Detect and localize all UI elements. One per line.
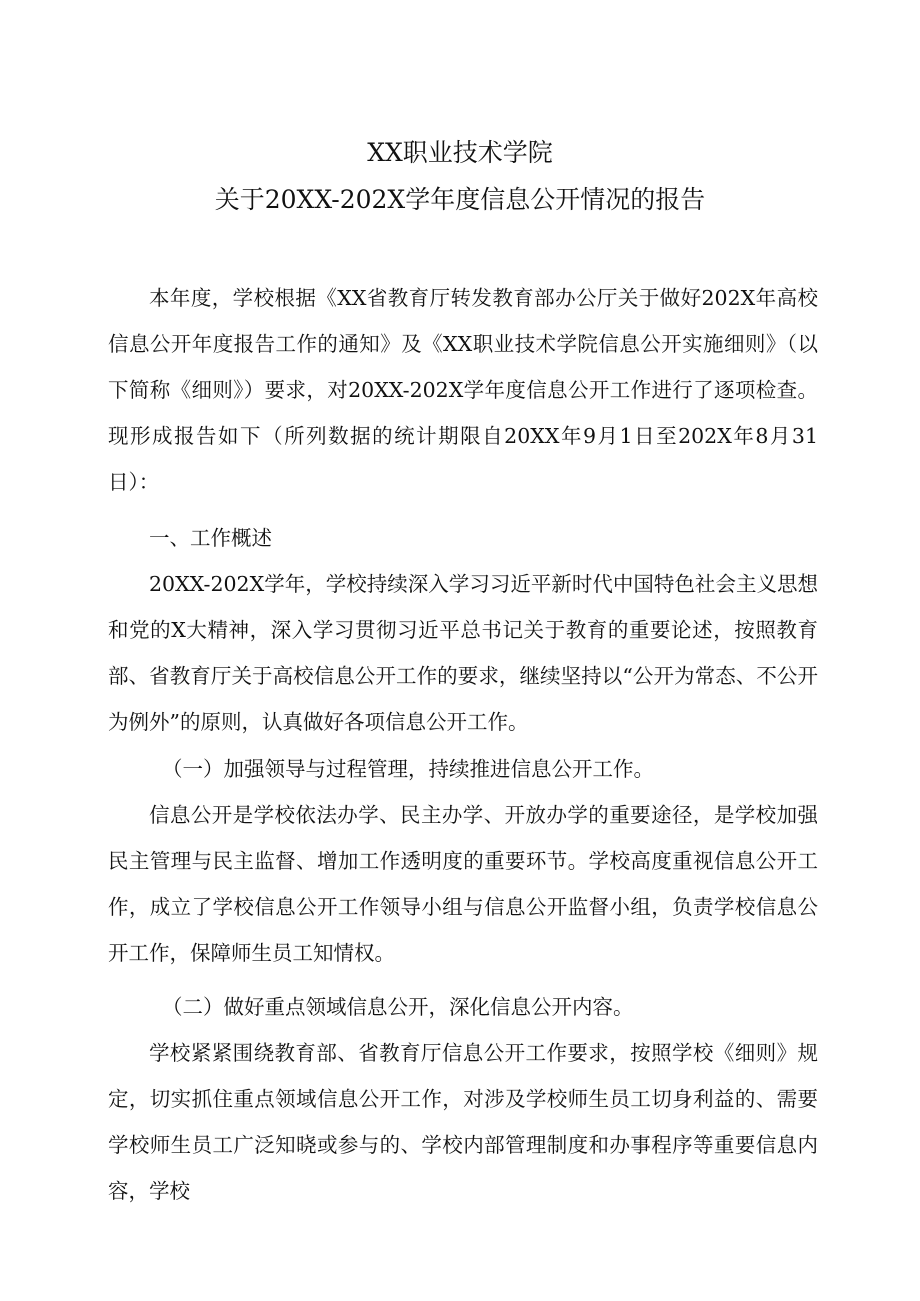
document-title-institution: XX职业技术学院 [367, 138, 553, 167]
subsection-2-body: 学校紧紧围绕教育部、省教育厅信息公开工作要求，按照学校《细则》规定，切实抓住重点领域信息公开工作，对涉及学校师生员工切身利益的、需要学校师生员工广泛知晓或参与的、学校内部管理制度和办事程序等重要信息内容，学校 [108, 1041, 818, 1203]
section-1-body: 20XX-202X学年，学校持续深入学习习近平新时代中国特色社会主义思想和党的X大精神，深入学习贯彻习近平总书记关于教育的重要论述，按照教育部、省教育厅关于高校信息公开工作的要求，继续坚持以“公开为常态、不公开为例外”的原则，认真做好各项信息公开工作。 [108, 572, 818, 734]
section-1-heading: 一、工作概述 [149, 526, 272, 550]
document-title-report: 关于20XX-202X学年度信息公开情况的报告 [214, 185, 706, 214]
subsection-1-heading: （一）加强领导与过程管理，持续推进信息公开工作。 [162, 757, 654, 781]
intro-paragraph: 本年度，学校根据《XX省教育厅转发教育部办公厅关于做好202X年高校信息公开年度报告工作的通知》及《XX职业技术学院信息公开实施细则》（以下简称《细则》）要求，对20XX-202X学年度信息公开工作进行了逐项检查。现形成报告如下（所列数据的统计期限自20XX年9月1日至202X年8月31日）： [108, 286, 818, 494]
subsection-1-body: 信息公开是学校依法办学、民主办学、开放办学的重要途径，是学校加强民主管理与民主监督、增加工作透明度的重要环节。学校高度重视信息公开工作，成立了学校信息公开工作领导小组与信息公开监督小组，负责学校信息公开工作，保障师生员工知情权。 [108, 803, 818, 965]
subsection-2-heading: （二）做好重点领域信息公开，深化信息公开内容。 [162, 995, 634, 1019]
